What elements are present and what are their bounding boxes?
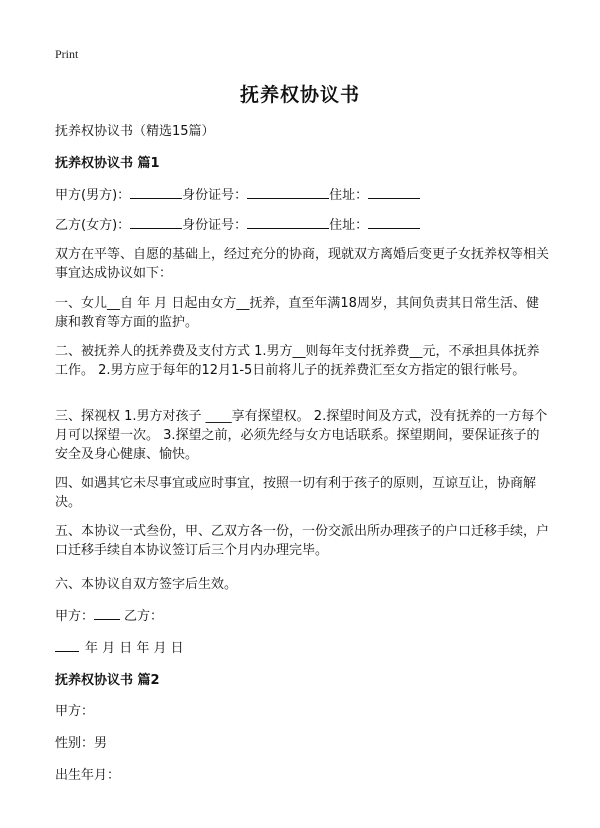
- section2-party-a: 甲方：: [55, 704, 95, 719]
- sign-a-label: 甲方：: [55, 609, 95, 624]
- party-b-id-blank: [247, 215, 329, 229]
- section-heading-1: 抚养权协议书 篇1: [55, 156, 160, 171]
- party-a-name-blank: [130, 185, 182, 199]
- party-a-label: 甲方(男方)：: [55, 188, 131, 203]
- clause-5: 五、本协议一式叁份，甲、乙双方各一份，一份交派出所办理孩子的户口迁移手续，户口迁移手续自本协议签订后三个月内办理完毕。: [55, 524, 550, 558]
- sign-a-blank: [94, 606, 120, 620]
- party-a-line: [55, 184, 420, 203]
- party-b-address-blank: [368, 215, 420, 229]
- party-b-line: [55, 214, 420, 233]
- party-b-address-label: 住址：: [329, 218, 369, 233]
- date-blank: [55, 638, 79, 652]
- document-subtitle: 抚养权协议书（精选15篇）: [55, 124, 215, 139]
- party-a-address-label: 住址：: [329, 188, 369, 203]
- sign-b-label: 乙方：: [124, 609, 164, 624]
- print-link[interactable]: Print: [55, 47, 79, 61]
- date-line: [55, 637, 184, 656]
- date-text: 年 月 日 年 月 日: [85, 641, 184, 656]
- party-b-id-label: 身份证号：: [182, 218, 248, 233]
- intro-paragraph: 双方在平等、自愿的基础上，经过充分的协商，现就双方离婚后变更子女抚养权等相关事宜达成协议如下：: [55, 247, 550, 281]
- clause-6: 六、本协议自双方签字后生效。: [55, 577, 238, 592]
- clause-3: 三、探视权 1.男方对孩子 ____享有探望权。 2.探望时间及方式，没有抚养的一方每个月可以探望一次。 3.探望之前，必须先经与女方电话联系。探望期间，要保证孩子的安全及身心健康、愉快。: [55, 409, 548, 462]
- clause-2: 二、被抚养人的抚养费及支付方式 1.男方__则每年支付抚养费__元，不承担具体抚养工作。 2.男方应于每年的12月1-5日前将儿子的抚养费汇至女方指定的银行帐号。: [55, 344, 540, 378]
- party-a-id-label: 身份证号：: [182, 188, 248, 203]
- party-b-label: 乙方(女方)：: [55, 218, 131, 233]
- section2-birth: 出生年月：: [55, 768, 121, 783]
- document-title: 抚养权协议书: [239, 84, 360, 106]
- party-b-name-blank: [130, 215, 182, 229]
- section2-gender: 性别：男: [55, 736, 108, 751]
- section-heading-2: 抚养权协议书 篇2: [55, 673, 160, 688]
- clause-4: 四、如遇其它未尽事宜或应时事宜，按照一切有利于孩子的原则，互谅互让，协商解决。: [55, 476, 537, 510]
- party-a-id-blank: [247, 185, 329, 199]
- clause-1: 一、女儿__自 年 月 日起由女方__抚养，直至年满18周岁，其间负责其日常生活、健康和教育等方面的监护。: [55, 296, 539, 330]
- party-a-address-blank: [368, 185, 420, 199]
- signature-line: [55, 605, 163, 624]
